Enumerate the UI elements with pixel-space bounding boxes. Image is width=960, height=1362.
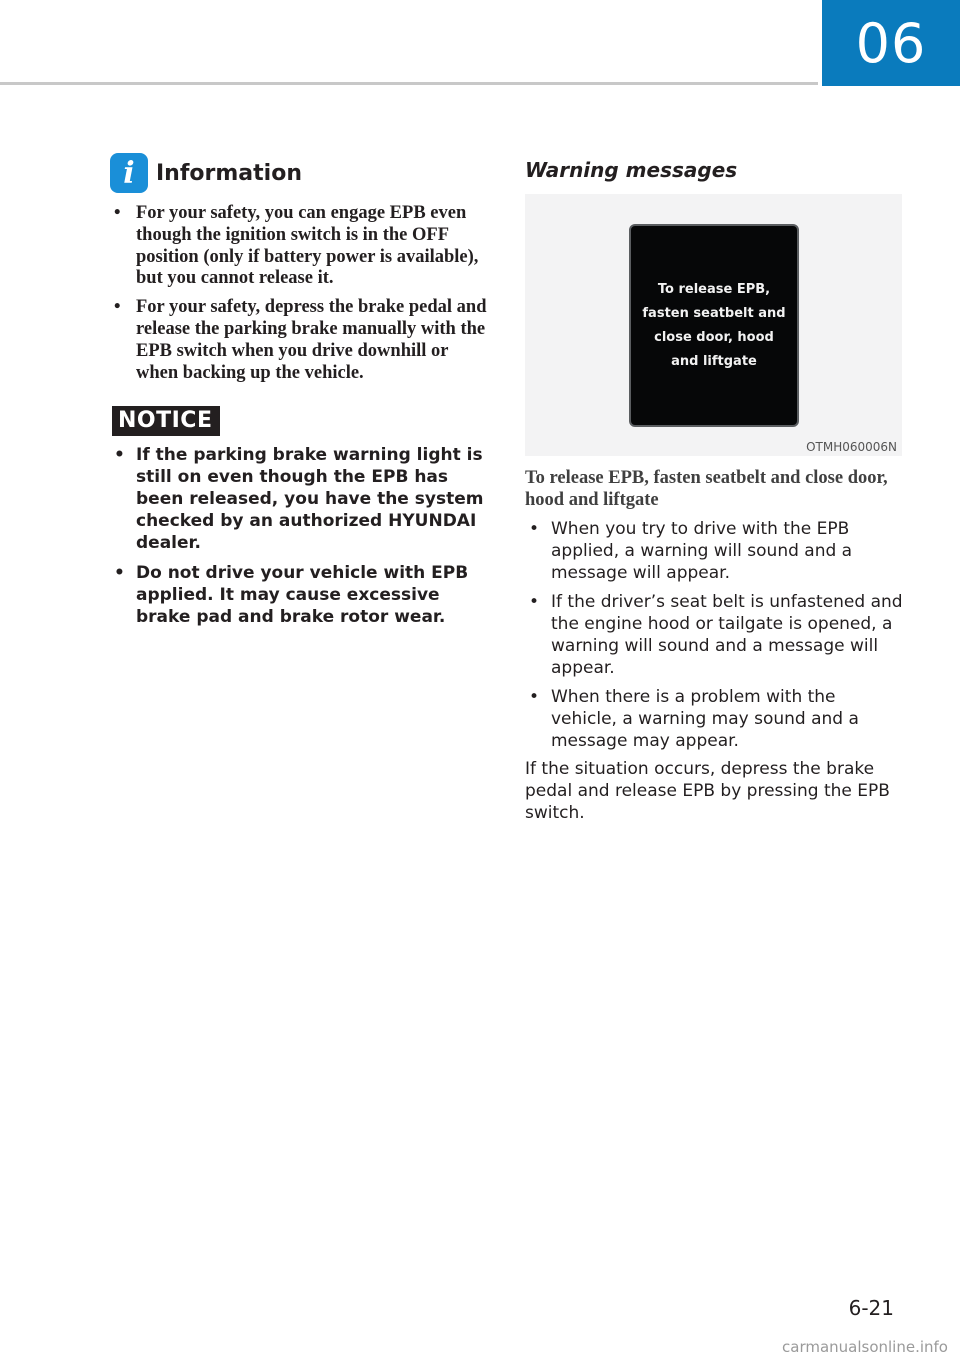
figure-code: OTMH060006N (806, 440, 897, 454)
cluster-figure (525, 194, 902, 456)
warning-list (525, 518, 903, 752)
list-item: • When there is a problem with the vehicle, a warning may sound and a message may appear. (525, 686, 903, 752)
list-item: • For your safety, depress the brake pedal and release the parking brake manually with the EPB switch when you drive downhill or when backing up the vehicle. (110, 297, 490, 384)
list-item: • For your safety, you can engage EPB even though the ignition switch is in the OFF position (only if battery power is available), but you cannot release it. (110, 203, 490, 290)
notice-list (110, 444, 490, 628)
header-rule (0, 82, 818, 85)
information-header (110, 150, 490, 196)
list-item: • If the parking brake warning light is still on even though the EPB has been released, you have the system checked by an authorized HYUNDAI dealer. (110, 444, 490, 554)
left-column (110, 150, 490, 628)
information-title: Information (156, 160, 302, 186)
notice-badge: NOTICE (112, 406, 220, 436)
list-item: • Do not drive your vehicle with EPB applied. It may cause excessive brake pad and brake rotor wear. (110, 562, 490, 628)
info-icon: i (110, 153, 148, 193)
list-item: • When you try to drive with the EPB applied, a warning will sound and a message will appear. (525, 518, 903, 584)
body-paragraph: If the situation occurs, depress the brake pedal and release EPB by pressing the EPB switch. (525, 759, 890, 823)
information-list (110, 203, 490, 384)
cluster-message: To release EPB, fasten seatbelt and close door, hood and liftgate (642, 281, 786, 369)
section-title: Warning messages (525, 158, 738, 182)
right-column (525, 150, 903, 824)
chapter-tab: 06 (822, 0, 960, 86)
cluster-display (629, 224, 799, 427)
page-number: 6-21 (848, 1296, 894, 1320)
watermark: carmanualsonline.info (782, 1338, 948, 1356)
subheading: To release EPB, fasten seatbelt and close door, hood and liftgate (525, 468, 888, 510)
list-item: • If the driver’s seat belt is unfastened and the engine hood or tailgate is opened, a warning will sound and a message will appear. (525, 591, 903, 679)
